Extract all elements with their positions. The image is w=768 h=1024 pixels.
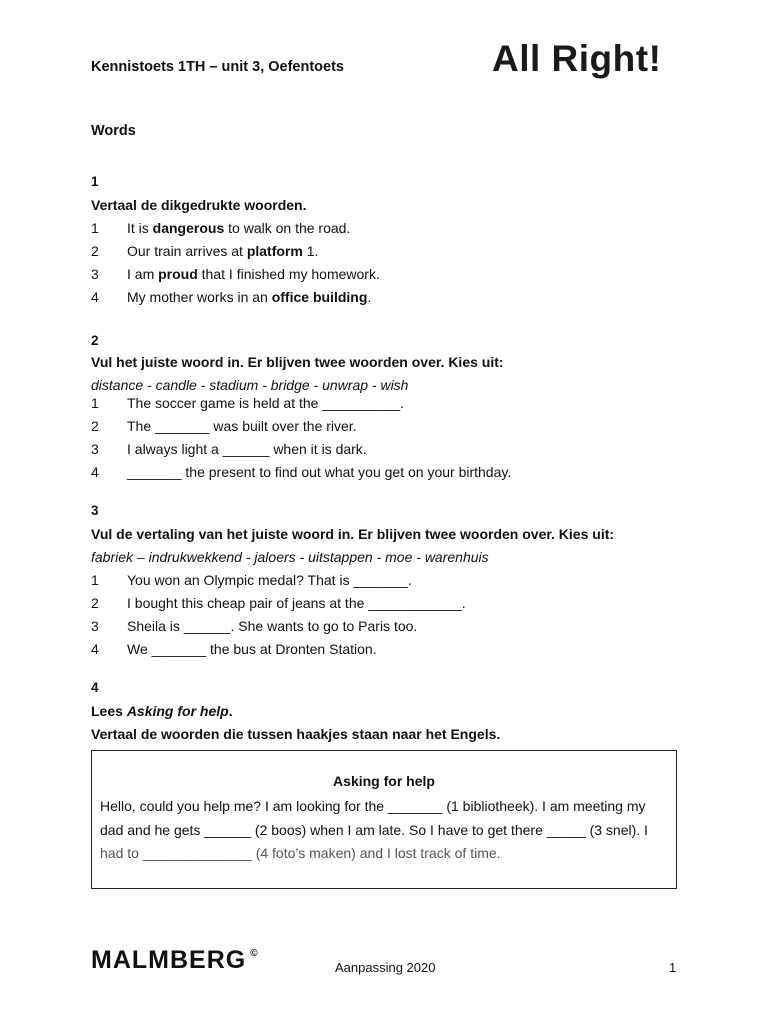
box-text <box>100 795 668 866</box>
question-instruction: Vul het juiste woord in. Er blijven twee woorden over. Kies uit: <box>91 354 504 370</box>
page-number: 1 <box>669 960 677 975</box>
word-choices: fabriek – indrukwekkend - jaloers - uitstappen - moe - warenhuis <box>91 549 489 565</box>
question-number: 2 <box>91 333 99 348</box>
question-instruction: Vertaal de dikgedrukte woorden. <box>91 197 307 213</box>
question-item: 3 Sheila is ______. She wants to go to Paris too. <box>91 618 418 634</box>
question-item: 2 The _______ was built over the river. <box>91 418 357 434</box>
question-item: 4 My mother works in an office building. <box>91 289 372 305</box>
publisher-logo: MALMBERG © <box>91 946 259 974</box>
copyright-symbol: © <box>250 948 259 959</box>
box-line: Hello, could you help me? I am looking for the _______ (1 bibliotheek). I am meeting my <box>100 798 646 814</box>
question-item: 4 We _______ the bus at Dronten Station. <box>91 641 377 657</box>
question-instruction: Vertaal de woorden die tussen haakjes staan naar het Engels. <box>91 726 501 742</box>
brand-logo: All Right! <box>492 38 662 79</box>
question-item: 4 _______ the present to find out what you get on your birthday. <box>91 464 512 480</box>
question-instruction: Vul de vertaling van het juiste woord in. Er blijven twee woorden over. Kies uit: <box>91 526 615 542</box>
question-item: 3 I always light a ______ when it is dark. <box>91 441 367 457</box>
reading-text-box <box>91 750 677 889</box>
box-line: dad and he gets ______ (2 boos) when I am late. So I have to get there _____ (3 snel). I <box>100 821 648 838</box>
question-item: 1 It is dangerous to walk on the road. <box>91 220 351 236</box>
footer-version: Aanpassing 2020 <box>335 960 436 975</box>
box-title: Asking for help <box>333 773 435 789</box>
question-item: 3 I am proud that I finished my homework. <box>91 266 380 282</box>
box-line: had to ______________ (4 foto’s maken) and I lost track of time. <box>100 845 501 861</box>
question-number: 3 <box>91 503 99 518</box>
question-item: 2 I bought this cheap pair of jeans at the ____________. <box>91 595 466 611</box>
document-title: Kennistoets 1TH – unit 3, Oefentoets <box>91 59 344 75</box>
question-item: 2 Our train arrives at platform 1. <box>91 243 319 259</box>
question-item: 1 You won an Olympic medal? That is _______. <box>91 572 412 588</box>
question-item: 1 The soccer game is held at the __________. <box>91 395 405 411</box>
question-number: 4 <box>91 680 99 695</box>
word-choices: distance - candle - stadium - bridge - unwrap - wish <box>91 377 409 393</box>
section-heading: Words <box>91 123 136 139</box>
question-number: 1 <box>91 174 99 189</box>
question-instruction: Lees Asking for help. <box>91 703 233 719</box>
